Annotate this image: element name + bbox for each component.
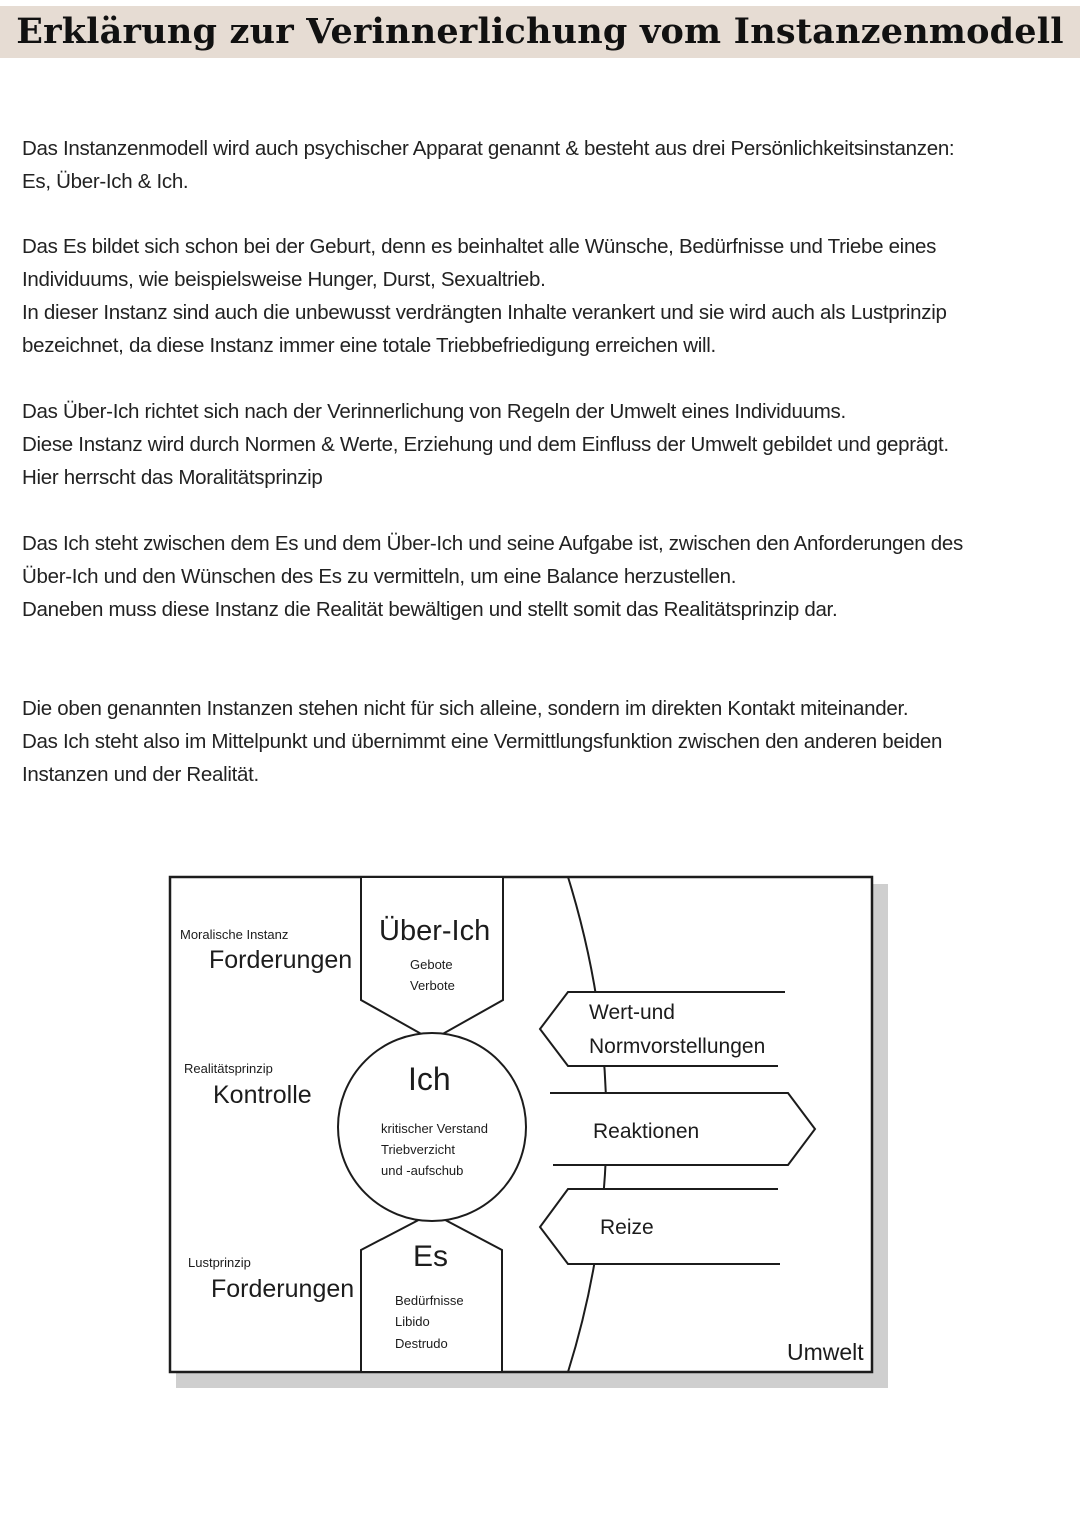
- text-line: Die oben genannten Instanzen stehen nicht für sich alleine, sondern im direkten Kontakt miteinander.: [22, 697, 909, 720]
- text-line: Das Instanzenmodell wird auch psychischer Apparat genannt & besteht aus drei Persönlichkeitsinstanzen:: [22, 137, 955, 160]
- ich-item: und -aufschub: [381, 1163, 464, 1178]
- paragraph-ueber-ich: [22, 395, 949, 494]
- text-line: Hier herrscht das Moralitätsprinzip: [22, 466, 323, 489]
- paragraph-summary: [22, 692, 942, 791]
- umwelt-label: Umwelt: [787, 1339, 864, 1365]
- reize-arrow: [540, 1189, 780, 1264]
- kontrolle-label: Kontrolle: [213, 1081, 312, 1109]
- text-line: Über-Ich und den Wünschen des Es zu vermitteln, um eine Balance herzustellen.: [22, 565, 737, 588]
- page-title: Erklärung zur Verinnerlichung vom Instanzenmodell: [16, 11, 1064, 52]
- ich-item: Triebverzicht: [381, 1142, 455, 1157]
- es-title: Es: [413, 1240, 449, 1273]
- paragraph-intro: [22, 132, 954, 198]
- text-line: Individuums, wie beispielsweise Hunger, Durst, Sexualtrieb.: [22, 268, 546, 291]
- lustprinzip-label: Lustprinzip: [188, 1255, 251, 1270]
- ich-item: kritischer Verstand: [381, 1121, 488, 1136]
- text-line: Instanzen und der Realität.: [22, 763, 259, 786]
- ueber-ich-item: Gebote: [410, 957, 453, 972]
- es-item: Bedürfnisse: [395, 1293, 464, 1308]
- text-line: Das Es bildet sich schon bei der Geburt, denn es beinhaltet alle Wünsche, Bedürfnisse und Triebe eines: [22, 235, 937, 258]
- werte-label-line2: Normvorstellungen: [589, 1035, 766, 1058]
- paragraph-es: [22, 230, 947, 362]
- text-line: Daneben muss diese Instanz die Realität bewältigen und stellt somit das Realitätsprinzip dar.: [22, 598, 838, 621]
- text-line: Das Ich steht zwischen dem Es und dem Über-Ich und seine Aufgabe ist, zwischen den Anforderungen des: [22, 532, 963, 555]
- paragraph-ich: [22, 527, 963, 626]
- text-line: Diese Instanz wird durch Normen & Werte, Erziehung und dem Einfluss der Umwelt gebildet und geprägt.: [22, 433, 949, 456]
- forderungen-top-label: Forderungen: [209, 946, 353, 974]
- werte-label-line1: Wert-und: [589, 1001, 675, 1024]
- text-line: Das Ich steht also im Mittelpunkt und übernimmt eine Vermittlungsfunktion zwischen den anderen beiden: [22, 730, 943, 753]
- realitaetsprinzip-label: Realitätsprinzip: [184, 1061, 273, 1076]
- moral-instanz-label: Moralische Instanz: [180, 927, 289, 942]
- text-line: bezeichnet, da diese Instanz immer eine totale Triebbefriedigung erreichen will.: [22, 334, 716, 357]
- ueber-ich-item: Verbote: [410, 978, 455, 993]
- text-line: In dieser Instanz sind auch die unbewusst verdrängten Inhalte verankert und sie wird auch als Lustprinzip: [22, 301, 947, 324]
- reize-label: Reize: [600, 1216, 654, 1239]
- es-item: Destrudo: [395, 1336, 448, 1351]
- ich-title: Ich: [408, 1061, 451, 1097]
- instanzenmodell-diagram: [0, 860, 1080, 1420]
- reaktionen-label: Reaktionen: [593, 1120, 700, 1143]
- es-item: Libido: [395, 1314, 430, 1329]
- ueber-ich-title: Über-Ich: [379, 915, 491, 947]
- text-line: Das Über-Ich richtet sich nach der Verinnerlichung von Regeln der Umwelt eines Individuums.: [22, 400, 846, 423]
- forderungen-bottom-label: Forderungen: [211, 1275, 355, 1303]
- text-line: Es, Über-Ich & Ich.: [22, 170, 189, 193]
